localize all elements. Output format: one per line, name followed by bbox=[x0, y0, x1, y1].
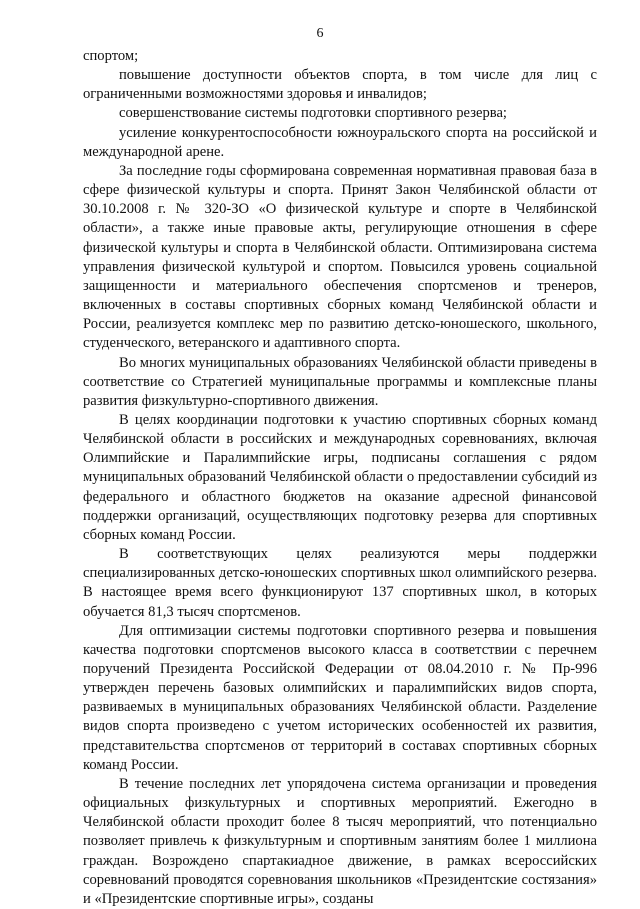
paragraph: совершенствование системы подготовки спортивного резерва; bbox=[119, 105, 507, 122]
paragraph: За последние годы сформирована современная нормативная правовая база в сфере физической культуры и спорта. Принят Закон Челябинской области от 30.10.2008 г. № 320-ЗО «О физической культуре и спорте в Челябинской области», а также иные правовые акты, регулирующие отношения в сфере физической культуры и спорта в Челябинской области. Оптимизирована система управления физической культурой и спортом. Повысился уровень социальной защищенности и материального обеспечения спортсменов и тренеров, включенных в составы спортивных сборных команд Челябинской области и России, реализуется комплекс мер по развитию детско-юношеского, школьного, студенческого, ветеранского и адаптивного спорта. bbox=[83, 162, 597, 352]
paragraph: Во многих муниципальных образованиях Челябинской области приведены в соответствие со Стратегией муниципальные программы и комплексные планы развития физкультурно-спортивного движения. bbox=[83, 354, 597, 409]
body-text bbox=[83, 47, 597, 909]
paragraph: В целях координации подготовки к участию спортивных сборных команд Челябинской области в российских и международных соревнованиях, включая Олимпийские и Паралимпийские игры, подписаны соглашения с рядом муниципальных образований Челябинской области о предоставлении субсидий из федерального и областного бюджетов на оказание адресной финансовой поддержки организаций, осуществляющих подготовку резерва для спортивных сборных команд России. bbox=[83, 411, 597, 543]
paragraph: Для оптимизации системы подготовки спортивного резерва и повышения качества подготовки спортсменов высокого класса в соответствии с перечнем поручений Президента Российской Федерации от 08.04.2010 г. № Пр-996 утвержден перечень базовых олимпийских и паралимпийских видов спорта, развиваемых в муниципальных образованиях Челябинской области. Разделение видов спорта произведено с учетом исторических особенностей их развития, представительства спортсменов от территорий в составах спортивных сборных команд России. bbox=[83, 622, 597, 773]
page-number: 6 bbox=[316, 26, 324, 41]
paragraph: повышение доступности объектов спорта, в том числе для лиц с ограниченными возможностями здоровья и инвалидов; bbox=[83, 67, 597, 103]
paragraph: усиление конкурентоспособности южноуральского спорта на российской и международной арене. bbox=[83, 124, 597, 160]
paragraph: В течение последних лет упорядочена система организации и проведения официальных физкультурных и спортивных мероприятий. Ежегодно в Челябинской области проходит более 8 тысяч мероприятий, что потенциально позволяет привлечь к физкультурным и спортивным занятиям более 1 миллиона граждан. Возрождено спартакиадное движение, в рамках всероссийских соревнований проводятся соревнования школьников «Президентские состязания» и «Президентские спортивные игры», созданы bbox=[83, 775, 597, 907]
paragraph: В соответствующих целях реализуются меры поддержки специализированных детско-юношеских спортивных школ олимпийского резерва. В настоящее время всего функционируют 137 спортивных школ, в которых обучается 81,3 тысяч спортсменов. bbox=[83, 546, 597, 620]
paragraph-continuation: спортом; bbox=[83, 48, 139, 64]
